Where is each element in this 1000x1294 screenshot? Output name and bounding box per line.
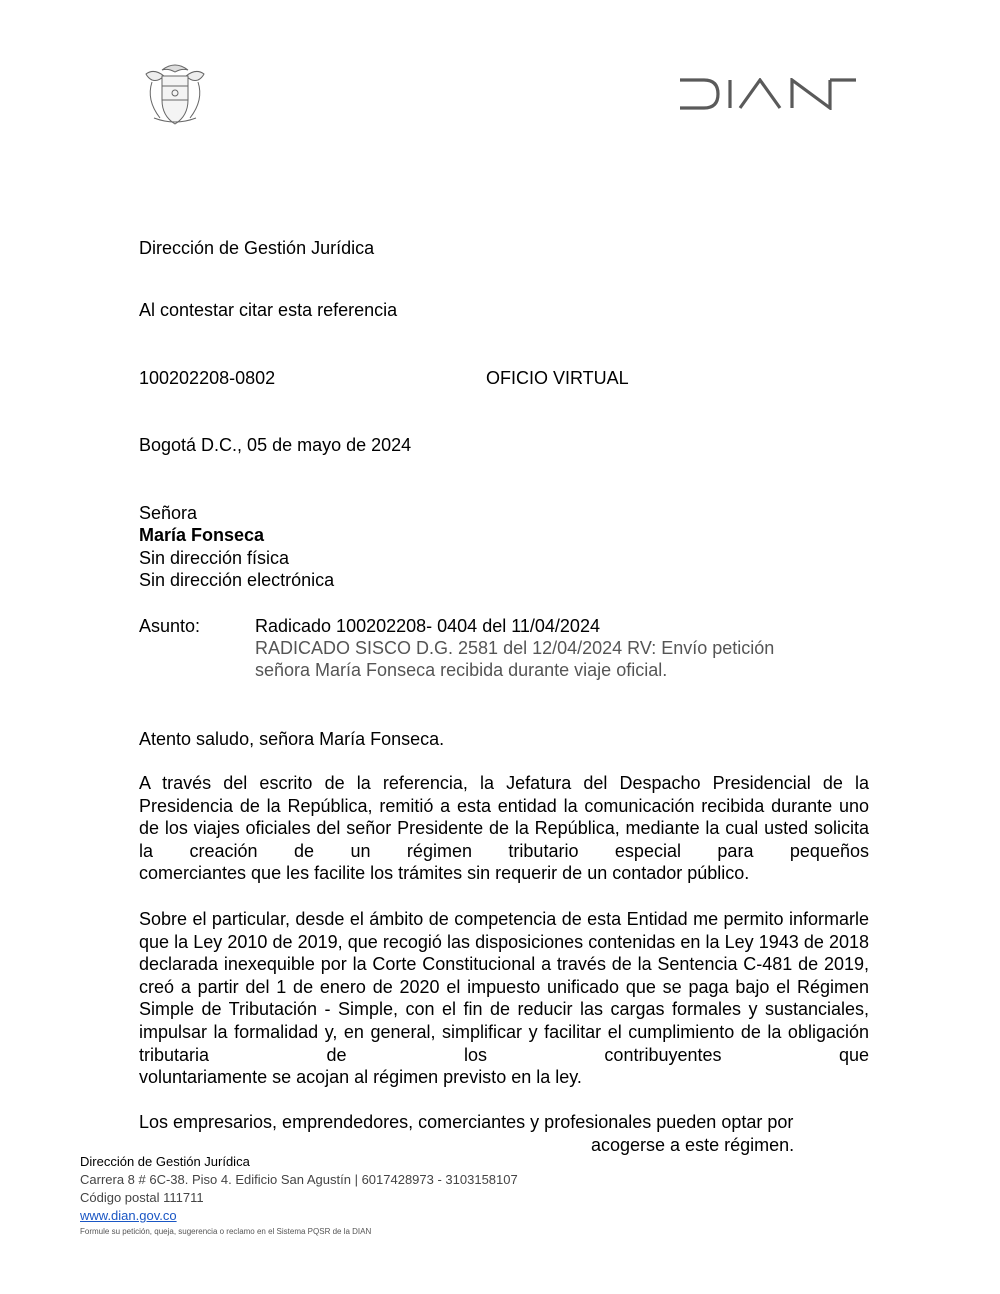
paragraph-1-last-line: comerciantes que les facilite los trámites sin requerir de un contador público. <box>139 863 750 884</box>
paragraph-1 <box>139 772 869 885</box>
subject-label: Asunto: <box>139 616 201 636</box>
recipient-address-physical: Sin dirección física <box>139 548 290 568</box>
footer-office: Dirección de Gestión Jurídica <box>80 1154 250 1169</box>
subject-line-1: Radicado 100202208- 0404 del 11/04/2024 <box>255 616 600 636</box>
paragraph-3-line-1: Los empresarios, emprendedores, comerciantes y profesionales pueden optar por <box>139 1112 794 1132</box>
recipient-address-electronic: Sin dirección electrónica <box>139 570 335 590</box>
coat-of-arms-icon <box>140 60 210 128</box>
reference-note: Al contestar citar esta referencia <box>139 300 398 320</box>
footer-website-link[interactable]: www.dian.gov.co <box>80 1208 177 1223</box>
dian-logo-mark <box>678 78 858 110</box>
footer-pqsr-note: Formule su petición, queja, sugerencia o reclamo en el Sistema PQSR de la DIAN <box>80 1227 372 1236</box>
paragraph-2-last-line: voluntariamente se acojan al régimen previsto en la ley. <box>139 1067 582 1088</box>
office-name: Dirección de Gestión Jurídica <box>139 238 375 258</box>
document-type: OFICIO VIRTUAL <box>486 368 629 388</box>
recipient-name: María Fonseca <box>139 525 265 545</box>
subject-line-2: RADICADO SISCO D.G. 2581 del 12/04/2024 RV: Envío petición <box>255 638 775 658</box>
recipient-title: Señora <box>139 503 198 523</box>
greeting: Atento saludo, señora María Fonseca. <box>139 729 445 749</box>
footer-postal: Código postal 111711 <box>80 1190 204 1205</box>
paragraph-2-body: Sobre el particular, desde el ámbito de competencia de esta Entidad me permito informarle que la Ley 2010 de 2019, que recogió las disposiciones contenidas en la Ley 1943 de 2018 declarada inexequible por la Corte Constitucional a través de la Sentencia C-481 de 2019, creó a partir del 1 de enero de 2020 el impuesto unificado que se paga bajo el Régimen Simple de Tributación - Simple, con el fin de reducir las cargas formales y sustanciales, impulsar la formalidad y, en general, simplificar y facilitar el cumplimiento de la obligación tributaria de los contribuyentes que <box>139 909 869 1065</box>
paragraph-3-line-2: acogerse a este régimen. <box>591 1135 795 1155</box>
reference-number: 100202208-0802 <box>139 368 276 388</box>
paragraph-1-body: A través del escrito de la referencia, la Jefatura del Despacho Presidencial de la Presidencia de la República, remitió a esta entidad la comunicación recibida durante uno de los viajes oficiales del señor Presidente de la República, mediante la cual usted solicita la creación de un régimen tributario especial para pequeños <box>139 773 869 861</box>
footer-address: Carrera 8 # 6C-38. Piso 4. Edificio San Agustín | 6017428973 - 3103158107 <box>80 1172 518 1187</box>
place-date: Bogotá D.C., 05 de mayo de 2024 <box>139 435 412 455</box>
paragraph-2 <box>139 908 869 1089</box>
dian-logo <box>678 78 858 110</box>
subject-line-3: señora María Fonseca recibida durante viaje oficial. <box>255 660 668 680</box>
